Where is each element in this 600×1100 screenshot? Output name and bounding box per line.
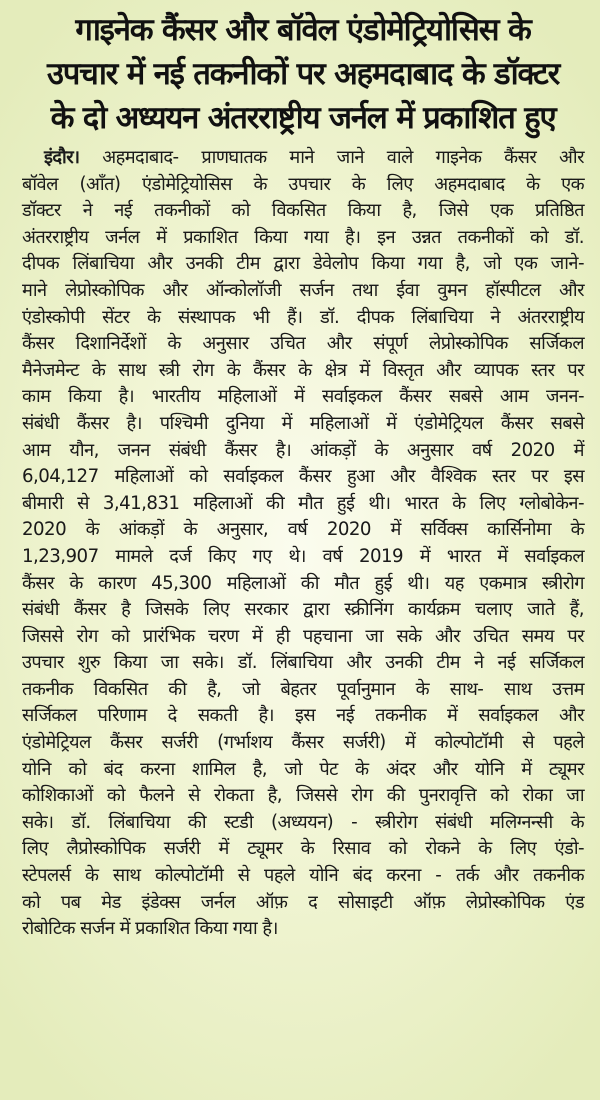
body-line: एंडोस्कोपी सेंटर के संस्थापक भी हैं। डॉ. दीपक लिंबाचिया ने अंतरराष्ट्रीय	[22, 306, 584, 328]
body-line: माने लेप्रोस्कोपिक और ऑन्कोलॉजी सर्जन तथा ईवा वुमन हॉस्पीटल और	[22, 279, 584, 301]
body-line: काम किया है। भारतीय महिलाओं में सर्वाइकल कैंसर सबसे आम जनन-	[22, 386, 584, 408]
body-line: अंतरराष्ट्रीय जर्नल में प्रकाशित किया गया है। इन उन्नत तकनीकों को डॉ.	[22, 226, 584, 248]
headline-line: उपचार में नई तकनीकों पर अहमदाबाद के डॉक्टर	[46, 56, 560, 92]
body-line: एंडोमेट्रियल कैंसर सर्जरी (गर्भाशय कैंसर सर्जरी) में कोल्पोटॉमी से पहले	[22, 732, 584, 754]
body-line	[22, 145, 584, 172]
body-line: जिससे रोग को प्रारंभिक चरण में ही पहचाना जा सके और उचित समय पर	[22, 625, 584, 647]
body-line: स्टेपलर्स के साथ कोल्पोटॉमी से पहले योनि बंद करना - तर्क और तकनीक	[22, 865, 584, 887]
headline-line: गाइनेक कैंसर और बॉवेल एंडोमेट्रियोसिस के	[75, 12, 531, 48]
body-line: 1,23,907 मामले दर्ज किए गए थे। वर्ष 2019 में भारत में सर्वाइकल	[22, 545, 584, 567]
body-line: 6,04,127 महिलाओं को सर्वाइकल कैंसर हुआ और वैश्विक स्तर पर इस	[22, 466, 584, 488]
body-line-text: अहमदाबाद- प्राणघातक माने जाने वाले गाइनेक कैंसर और	[79, 147, 584, 168]
body-line: कोशिकाओं को फैलने से रोकता है, जिससे रोग की पुनरावृत्ति को रोका जा	[22, 785, 584, 807]
body-line: बीमारी से 3,41,831 महिलाओं की मौत हुई थी। भारत के लिए ग्लोबोकेन-	[22, 492, 584, 514]
body-line: को पब मेड इंडेक्स जर्नल ऑफ़ द सोसाइटी ऑफ़ लेप्रोस्कोपिक एंड	[22, 891, 584, 913]
article-body	[22, 145, 584, 943]
headline	[22, 0, 584, 140]
body-line: संबंधी कैंसर है जिसके लिए सरकार द्वारा स्क्रीनिंग कार्यक्रम चलाए जाते हैं,	[22, 599, 584, 621]
body-line: सके। डॉ. लिंबाचिया की स्टडी (अध्ययन) - स्त्रीरोग संबंधी मलिग्नन्सी के	[22, 811, 584, 833]
body-line: दीपक लिंबाचिया और उनकी टीम द्वारा डेवेलोप किया गया है, जो एक जाने-	[22, 253, 584, 275]
body-line: तकनीक विकसित की है, जो बेहतर पूर्वानुमान के साथ- साथ उत्तम	[22, 678, 584, 700]
body-line: मैनेजमेन्ट के साथ स्त्री रोग के कैंसर के क्षेत्र में विस्तृत और व्यापक स्तर पर	[22, 359, 584, 381]
headline-line: के दो अध्ययन अंतरराष्ट्रीय जर्नल में प्रकाशित हुए	[50, 100, 556, 136]
body-line: बॉवेल (आँत) एंडोमेट्रियोसिस के उपचार के लिए अहमदाबाद के एक	[22, 173, 584, 195]
body-line: 2020 के आंकड़ों के अनुसार, वर्ष 2020 में सर्विक्स कार्सिनोमा के	[22, 519, 584, 541]
body-line: योनि को बंद करना शामिल है, जो पेट के अंदर और योनि में ट्यूमर	[22, 758, 584, 780]
dateline: इंदौर।	[44, 147, 80, 168]
body-line: संबंधी कैंसर है। पश्चिमी दुनिया में महिलाओं में एंडोमेट्रियल कैंसर सबसे	[22, 412, 584, 434]
body-line: रोबोटिक सर्जन में प्रकाशित किया गया है।	[22, 918, 278, 940]
body-line: डॉक्टर ने नई तकनीकों को विकसित किया है, जिसे एक प्रतिष्ठित	[22, 200, 584, 222]
body-line: लिए लैप्रोस्कोपिक सर्जरी में ट्यूमर के रिसाव को रोकने के लिए एंडो-	[22, 838, 584, 860]
body-line: आम यौन, जनन संबंधी कैंसर है। आंकड़ों के अनुसार वर्ष 2020 में	[22, 439, 584, 461]
body-line: कैंसर दिशानिर्देशों के अनुसार उचित और संपूर्ण लेप्रोस्कोपिक सर्जिकल	[22, 333, 584, 355]
body-line: सर्जिकल परिणाम दे सकती है। इस नई तकनीक में सर्वाइकल और	[22, 705, 584, 727]
body-line: कैंसर के कारण 45,300 महिलाओं की मौत हुई थी। यह एकमात्र स्त्रीरोग	[22, 572, 584, 594]
body-line: उपचार शुरु किया जा सके। डॉ. लिंबाचिया और उनकी टीम ने नई सर्जिकल	[22, 652, 584, 674]
